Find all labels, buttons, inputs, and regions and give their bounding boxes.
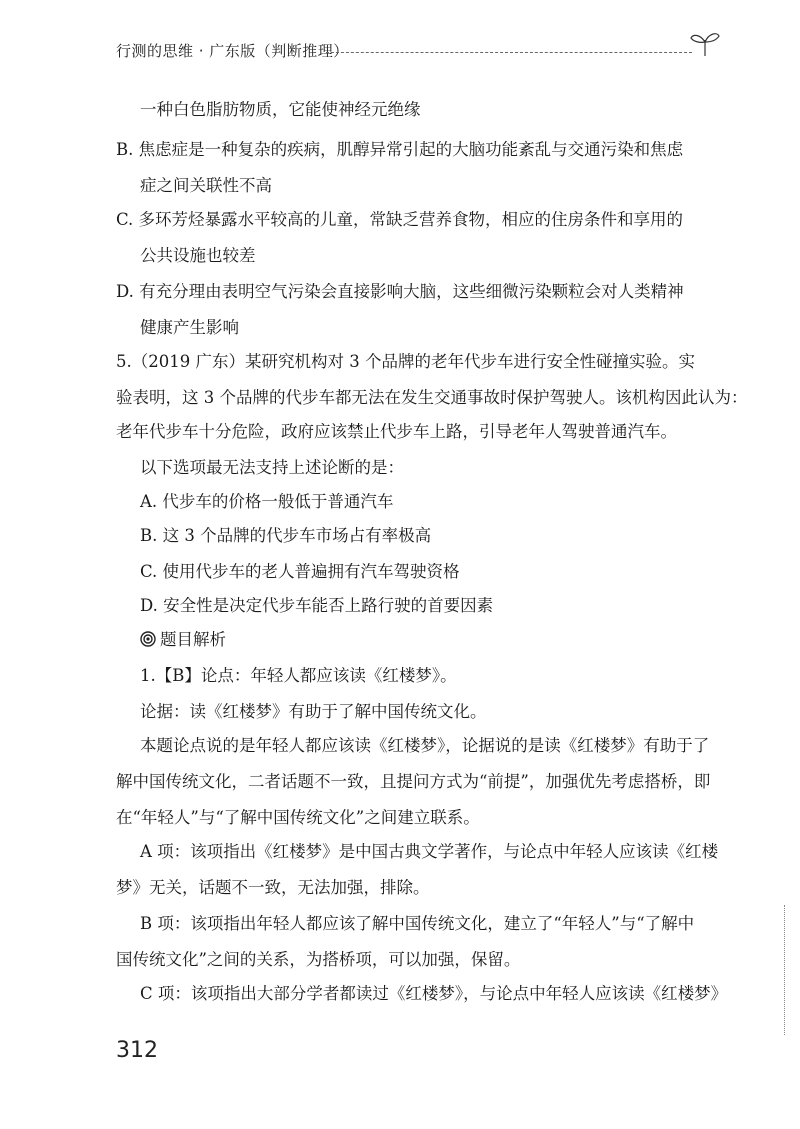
text-line: 症之间关联性不高 bbox=[140, 176, 272, 195]
option-c: C. 多环芳烃暴露水平较高的儿童，常缺乏营养食物，相应的住房条件和享用的 bbox=[116, 210, 684, 229]
text-line: 国传统文化”之间的关系，为搭桥项，可以加强，保留。 bbox=[116, 950, 521, 969]
sprout-icon bbox=[688, 30, 722, 58]
text-line: 在“年轻人”与“了解中国传统文化”之间建立联系。 bbox=[116, 808, 480, 827]
analysis-c: C 项：该项指出大部分学者都读过《红楼梦》，与论点中年轻人应该读《红楼梦》 bbox=[140, 984, 728, 1003]
analysis-icon bbox=[140, 631, 156, 647]
header-title: 行测的思维 · 广东版（判断推理） bbox=[116, 42, 349, 60]
text-line: 论据：读《红楼梦》有助于了解中国传统文化。 bbox=[140, 702, 487, 721]
text-line: 本题论点说的是年轻人都应该读《红楼梦》，论据说的是读《红楼梦》有助于了 bbox=[140, 736, 710, 755]
page-number: 312 bbox=[116, 1038, 158, 1063]
question-5: 5.（2019 广东）某研究机构对 3 个品牌的老年代步车进行安全性碰撞实验。实 bbox=[116, 352, 695, 371]
text-line: 梦》无关，话题不一致，无法加强，排除。 bbox=[116, 878, 430, 897]
option-d: D. 有充分理由表明空气污染会直接影响大脑，这些细微污染颗粒会对人类精神 bbox=[116, 282, 684, 301]
option-b: B. 焦虑症是一种复杂的疾病，肌醇异常引起的大脑功能紊乱与交通污染和焦虑 bbox=[116, 140, 684, 159]
analysis-a: A 项：该项指出《红楼梦》是中国古典文学著作，与论点中年轻人应该读《红楼 bbox=[140, 842, 719, 861]
text-line: 老年代步车十分危险，政府应该禁止代步车上路，引导老年人驾驶普通汽车。 bbox=[116, 422, 677, 441]
analysis-b: B 项：该项指出年轻人都应该了解中国传统文化，建立了“年轻人”与“了解中 bbox=[140, 914, 695, 933]
section-heading bbox=[140, 630, 226, 650]
text-line: 解中国传统文化，二者话题不一致，且提问方式为“前提”，加强优先考虑搭桥，即 bbox=[116, 772, 711, 791]
text-line: 验表明，这 3 个品牌的代步车都无法在发生交通事故时保护驾驶人。该机构因此认为： bbox=[116, 388, 748, 407]
text-line: 公共设施也较差 bbox=[140, 246, 256, 265]
running-header bbox=[116, 36, 716, 62]
option-a: A. 代步车的价格一般低于普通汽车 bbox=[140, 492, 394, 511]
option-b: B. 这 3 个品牌的代步车市场占有率极高 bbox=[140, 526, 432, 545]
text-line: 一种白色脂肪物质，它能使神经元绝缘 bbox=[140, 100, 421, 119]
header-divider bbox=[326, 52, 692, 53]
text-line: 健康产生影响 bbox=[140, 318, 239, 337]
answer-1: 1.【B】论点：年轻人都应该读《红楼梦》。 bbox=[140, 666, 457, 685]
scan-edge-marks bbox=[784, 905, 791, 1035]
section-heading-label: 题目解析 bbox=[160, 630, 226, 649]
option-d: D. 安全性是决定代步车能否上路行驶的首要因素 bbox=[140, 596, 494, 615]
question-prompt: 以下选项最无法支持上述论断的是： bbox=[140, 458, 404, 477]
option-c: C. 使用代步车的老人普遍拥有汽车驾驶资格 bbox=[140, 562, 460, 581]
